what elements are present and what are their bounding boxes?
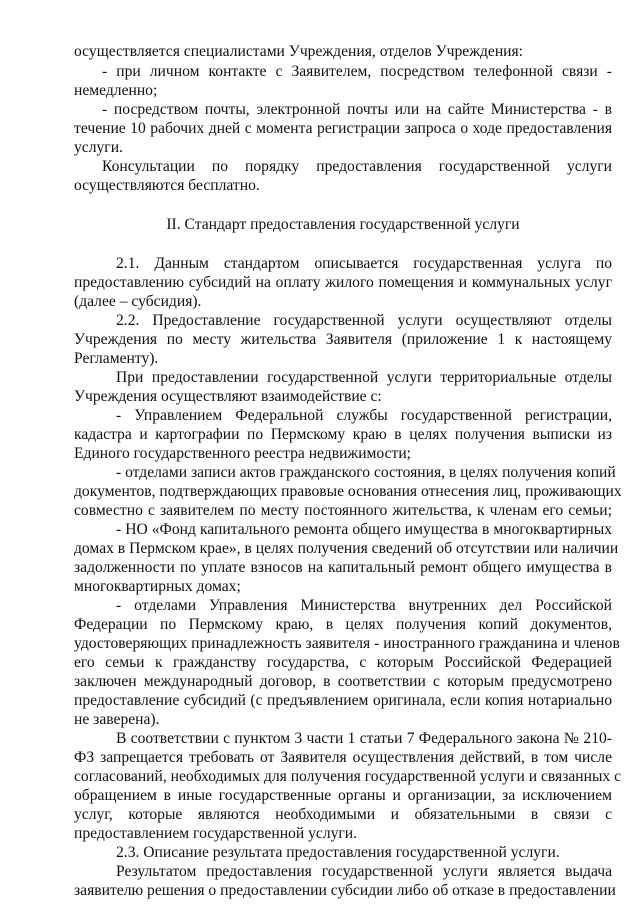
- text-line: обращением в иные государственные органы и организации, за исключением: [74, 787, 612, 804]
- text-line: заявителю решения о предоставлении субсидии либо об отказе в предоставлении: [74, 882, 616, 899]
- text-line: документов, подтверждающих правовые основания отнесения лиц, проживающих: [74, 483, 622, 500]
- section-heading: II. Стандарт предоставления государственной услуги: [166, 216, 520, 233]
- text-line: предоставлению субсидий на оплату жилого помещения и коммунальных услуг: [74, 274, 612, 291]
- text-line: согласований, необходимых для получения государственной услуги и связанных с: [74, 768, 622, 785]
- text-line: 2.2. Предоставление государственной услуги осуществляют отделы: [116, 312, 612, 329]
- text-line: ФЗ запрещается требовать от Заявителя осуществления действий, в том числе: [74, 749, 612, 766]
- text-line: предоставление субсидий (с предъявлением оригинала, если копия нотариально: [74, 692, 612, 709]
- text-line: предоставлением государственной услуги.: [74, 825, 358, 842]
- text-line: - при личном контакте с Заявителем, посредством телефонной связи -: [102, 63, 612, 80]
- text-line: течение 10 рабочих дней с момента регистрации запроса о ходе предоставления: [74, 120, 612, 137]
- text-line: не заверена).: [74, 711, 160, 728]
- text-line: осуществляются бесплатно.: [74, 177, 260, 194]
- text-line: - отделами записи актов гражданского состояния, в целях получения копий: [116, 464, 616, 481]
- text-line: заключен международный договор, в соответствии с которым предусмотрено: [74, 673, 612, 690]
- text-line: (далее – субсидия).: [74, 293, 202, 310]
- text-line: кадастра и картографии по Пермскому краю в целях получения выписки из: [74, 426, 612, 443]
- text-line: задолженности по уплате взносов на капитальный ремонт общего имущества в: [74, 559, 612, 576]
- text-line: Учреждения осуществляют взаимодействие с:: [74, 388, 382, 405]
- text-line: удостоверяющих принадлежность заявителя - иностранного гражданина и членов: [74, 635, 620, 652]
- text-line: Консультации по порядку предоставления государственной услуги: [102, 158, 612, 175]
- text-line: услуг, которые являются необходимыми и обязательными в связи с: [74, 806, 612, 823]
- text-line: немедленно;: [74, 82, 158, 99]
- text-line: - Управлением Федеральной службы государственной регистрации,: [116, 407, 612, 424]
- text-line: Результатом предоставления государственной услуги является выдача: [116, 863, 612, 880]
- text-line: осуществляется специалистами Учреждения, отделов Учреждения:: [74, 43, 524, 60]
- text-line: совместно с заявителем по месту постоянного жительства, к членам его семьи;: [74, 502, 612, 519]
- text-line: услуги.: [74, 139, 123, 156]
- text-line: его семьи к гражданству государства, с которым Российской Федерацией: [74, 654, 612, 671]
- text-line: - отделами Управления Министерства внутренних дел Российской: [116, 597, 612, 614]
- text-line: - посредством почты, электронной почты или на сайте Министерства - в: [102, 101, 612, 118]
- text-line: Учреждения по месту жительства Заявителя (приложение 1 к настоящему: [74, 331, 612, 348]
- text-line: - НО «Фонд капитального ремонта общего имущества в многоквартирных: [116, 521, 612, 538]
- text-line: многоквартирных домах;: [74, 578, 241, 595]
- text-line: домах в Пермском крае», в целях получения сведений об отсутствии или наличии: [74, 540, 619, 557]
- text-line: Федерации по Пермскому краю, в целях получения копий документов,: [74, 616, 612, 633]
- text-line: 2.1. Данным стандартом описывается государственная услуга по: [116, 255, 612, 272]
- text-line: Регламенту).: [74, 350, 159, 367]
- text-line: Единого государственного реестра недвижимости;: [74, 445, 412, 462]
- text-line: При предоставлении государственной услуги территориальные отделы: [116, 369, 612, 386]
- text-line: В соответствии с пунктом 3 части 1 статьи 7 Федерального закона № 210-: [116, 730, 612, 747]
- text-line: 2.3. Описание результата предоставления государственной услуги.: [116, 844, 560, 861]
